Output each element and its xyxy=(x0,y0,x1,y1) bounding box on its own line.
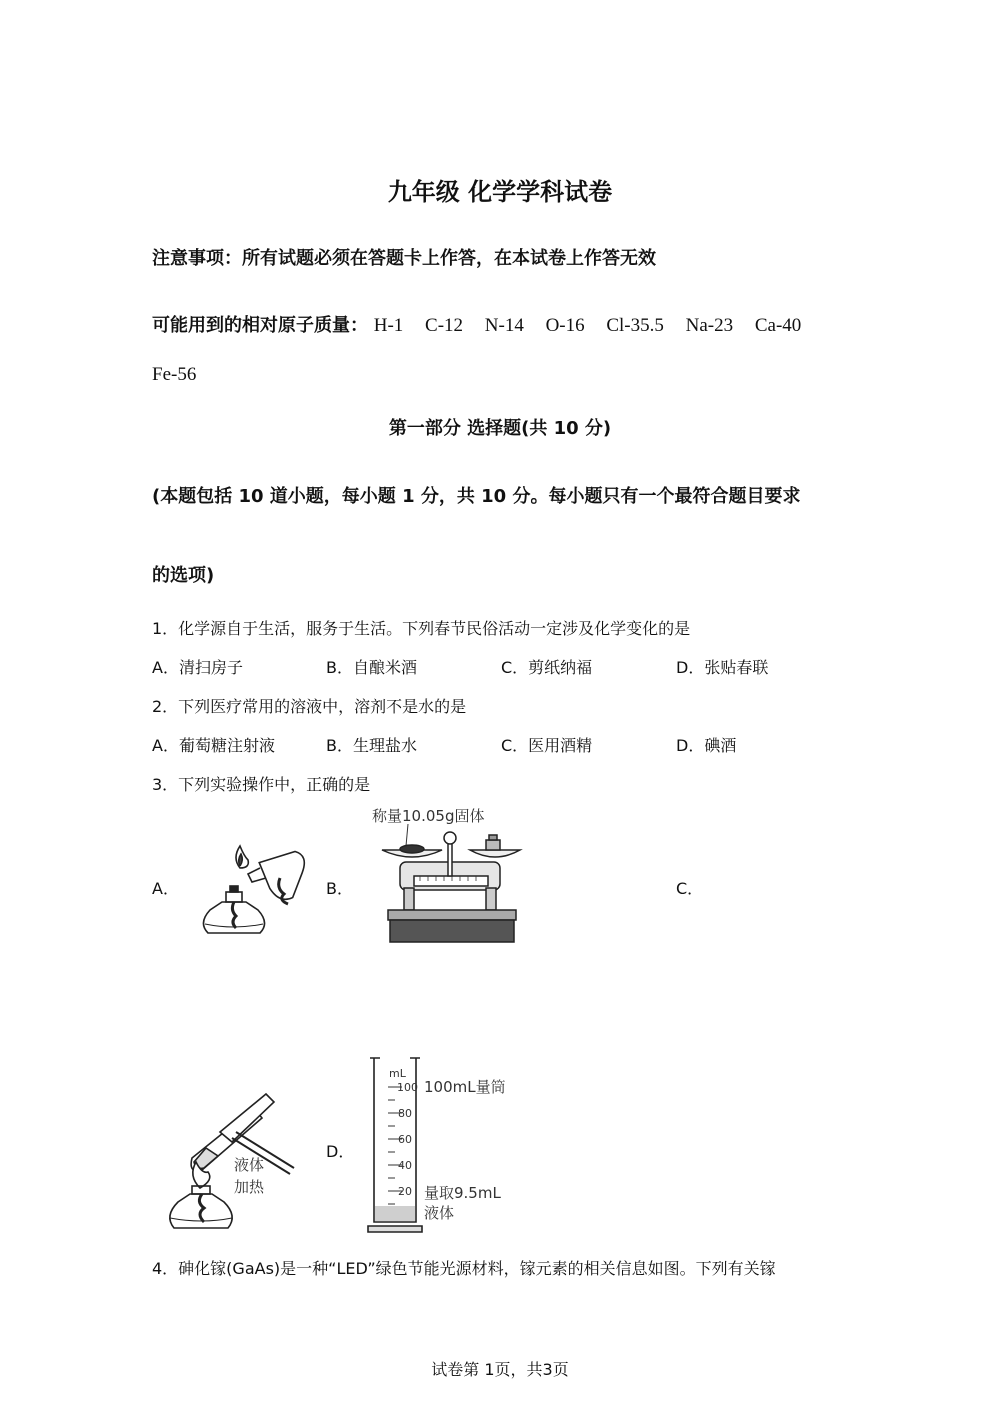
figure-measuring-cylinder xyxy=(364,1054,524,1234)
question-4-stem: 4．砷化镓(GaAs)是一种“LED”绿色节能光源材料，镓元素的相关信息如图。下列有关镓 xyxy=(152,1259,776,1278)
atomic-mass-o: O-16 xyxy=(545,315,585,336)
cylinder-note-2: 液体 xyxy=(424,1204,455,1222)
question-2-stem: 2．下列医疗常用的溶液中，溶剂不是水的是 xyxy=(152,697,467,716)
cylinder-tick-100: 100 xyxy=(397,1081,418,1094)
page-title: 九年级 化学学科试卷 xyxy=(387,178,613,206)
atomic-mass-n: N-14 xyxy=(484,315,524,336)
atomic-mass-label: 可能用到的相对原子质量： xyxy=(152,315,368,336)
atomic-mass-fe: Fe-56 xyxy=(152,364,197,385)
cylinder-tick-40: 40 xyxy=(398,1159,412,1172)
atomic-mass-c: C-12 xyxy=(425,315,464,336)
exam-notice: 注意事项：所有试题必须在答题卡上作答，在本试卷上作答无效 xyxy=(152,248,656,269)
atomic-mass-h: H-1 xyxy=(373,315,404,336)
figure-test-tube-heating xyxy=(162,1088,302,1234)
atomic-mass-ca: Ca-40 xyxy=(754,315,802,336)
heating-label-heat: 加热 xyxy=(234,1178,265,1196)
question-1-stem: 1．化学源自于生活，服务于生活。下列春节民俗活动一定涉及化学变化的是 xyxy=(152,619,691,638)
q2-option-c: C．医用酒精 xyxy=(501,736,593,755)
section-heading: 第一部分 选择题(共 10 分) xyxy=(388,418,612,439)
cylinder-tick-20: 20 xyxy=(398,1185,412,1198)
section-instruction: (本题包括 10 道小题，每小题 1 分，共 10 分。每小题只有一个最符合题目要求 xyxy=(152,486,801,507)
heating-label-liquid: 液体 xyxy=(234,1156,265,1174)
q2-option-b: B．生理盐水 xyxy=(326,736,417,755)
cylinder-tick-80: 80 xyxy=(398,1107,412,1120)
page-footer: 试卷第 1页，共3页 xyxy=(431,1360,569,1379)
atomic-mass-na: Na-23 xyxy=(685,315,734,336)
cylinder-unit: mL xyxy=(389,1067,406,1080)
atomic-mass-cl: Cl-35.5 xyxy=(606,315,664,336)
q1-option-d: D．张贴春联 xyxy=(676,658,769,677)
cylinder-tick-60: 60 xyxy=(398,1133,412,1146)
figure-lamp-lighting xyxy=(188,838,318,950)
q2-option-a: A．葡萄糖注射液 xyxy=(152,736,275,755)
q2-option-d: D．碘酒 xyxy=(676,736,737,755)
section-instruction-cont: 的选项) xyxy=(152,565,215,586)
q1-option-b: B．自酿米酒 xyxy=(326,658,417,677)
cylinder-name: 100mL量筒 xyxy=(424,1078,506,1096)
balance-label: 称量10.05g固体 xyxy=(372,807,485,825)
atomic-mass-line xyxy=(152,311,817,337)
q3-option-a-letter: A． xyxy=(152,879,179,898)
question-3-stem: 3．下列实验操作中，正确的是 xyxy=(152,775,371,794)
cylinder-note-1: 量取9.5mL xyxy=(424,1184,501,1202)
figure-balance xyxy=(370,802,530,950)
q1-option-a: A．清扫房子 xyxy=(152,658,243,677)
q3-option-b-letter: B． xyxy=(326,879,353,898)
q3-option-c-letter: C． xyxy=(676,879,704,898)
q3-option-d-letter: D． xyxy=(326,1142,355,1161)
q1-option-c: C．剪纸纳福 xyxy=(501,658,593,677)
